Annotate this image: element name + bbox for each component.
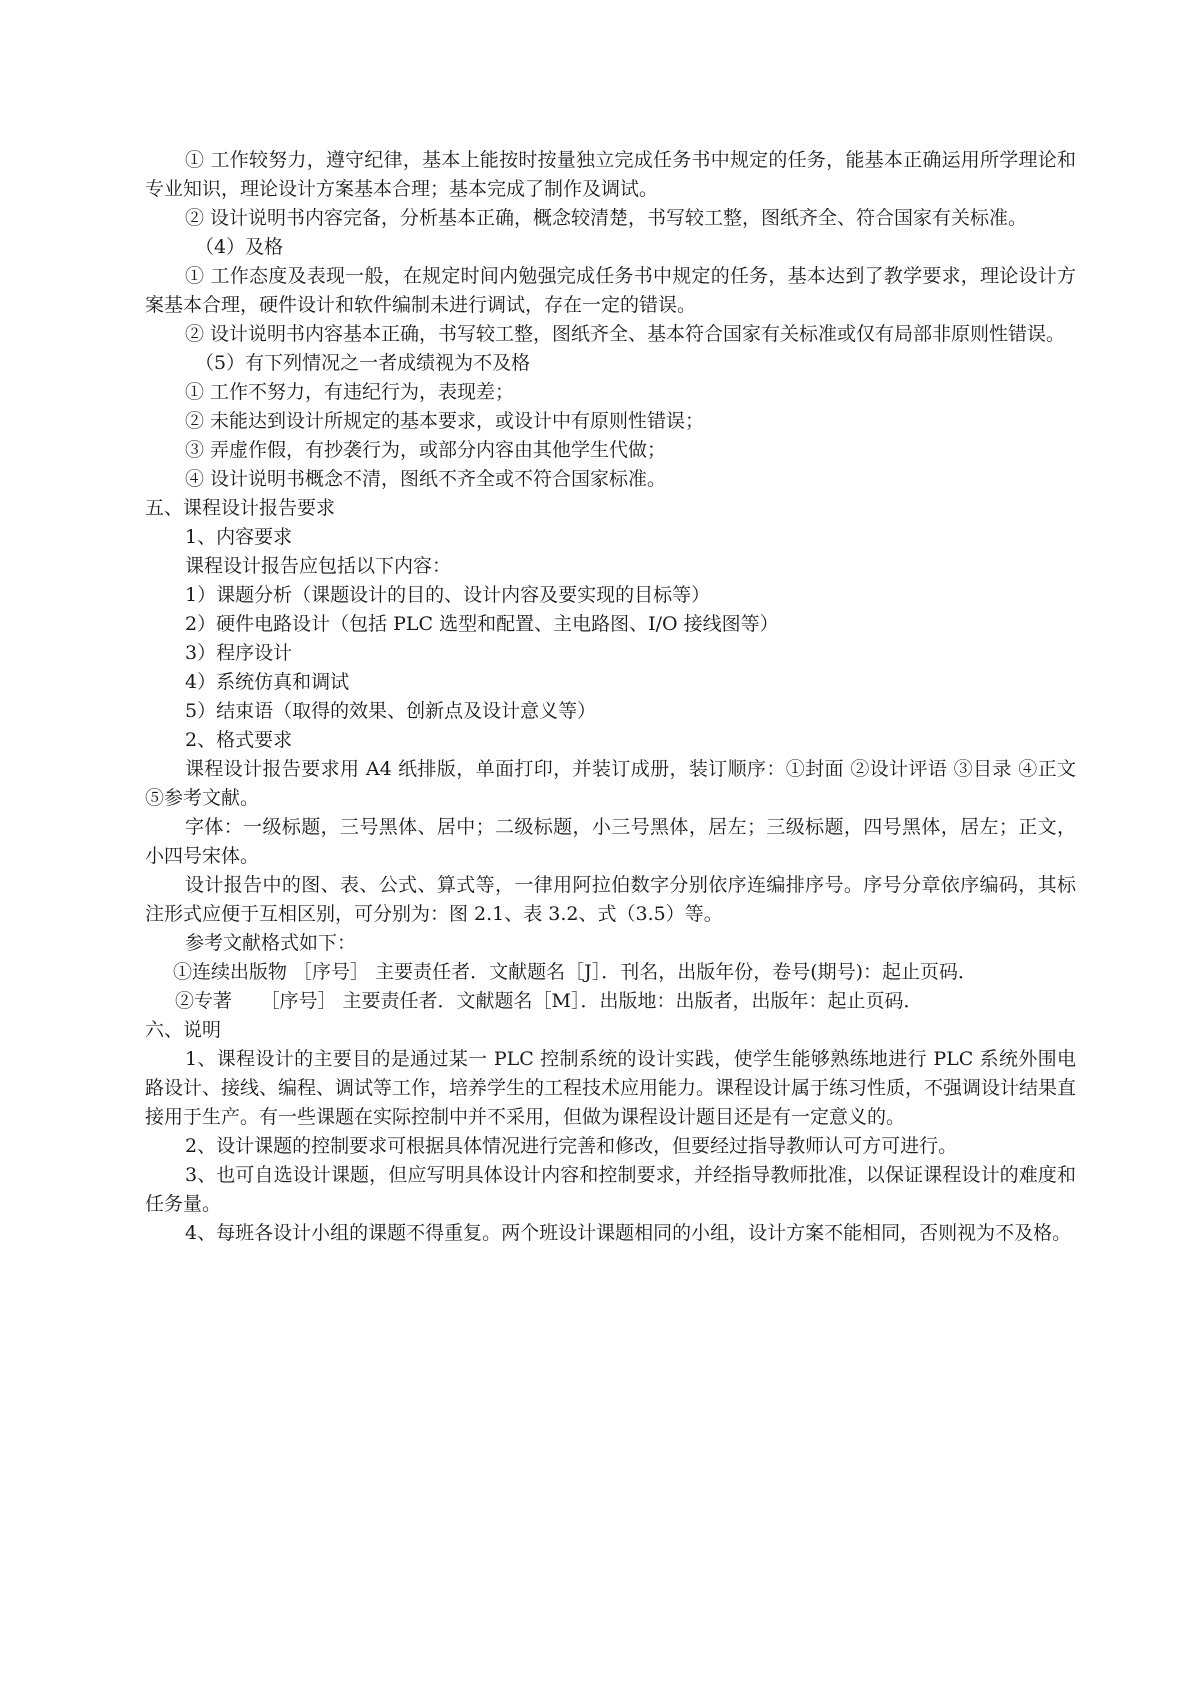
section-heading: 五、课程设计报告要求 — [145, 497, 336, 519]
list-item: ③ 弄虚作假，有抄袭行为，或部分内容由其他学生代做； — [185, 439, 667, 461]
list-item: 3）程序设计 — [185, 642, 293, 664]
section-heading: 六、说明 — [145, 1019, 222, 1041]
reference-format: ②专著 ［序号］ 主要责任者．文献题名［M］．出版地：出版者，出版年：起止页码． — [175, 990, 923, 1012]
list-item: 1）课题分析（课题设计的目的、设计内容及要实现的目标等） — [185, 584, 711, 606]
list-item: 2）硬件电路设计（包括 PLC 选型和配置、主电路图、I/O 接线图等） — [185, 613, 779, 635]
paragraph: 课程设计报告要求用 A4 纸排版，单面打印，并装订成册，装订顺序：①封面 ②设计评语 ③目录 ④正文 ⑤参考文献。 — [145, 758, 1083, 809]
paragraph: 课程设计报告应包括以下内容： — [185, 555, 452, 577]
subsection-heading: 2、格式要求 — [185, 729, 293, 751]
paragraph: ② 设计说明书内容完备，分析基本正确，概念较清楚，书写较工整，图纸齐全、符合国家有关标准。 — [185, 207, 1028, 229]
paragraph: ① 工作态度及表现一般，在规定时间内勉强完成任务书中规定的任务，基本达到了教学要求，理论设计方案基本合理，硬件设计和软件编制未进行调试，存在一定的错误。 — [145, 265, 1076, 316]
list-item: ① 工作不努力，有违纪行为，表现差； — [185, 381, 515, 403]
reference-format: ①连续出版物 ［序号］ 主要责任者．文献题名［J］．刊名，出版年份，卷号(期号)：起止页码． — [173, 961, 978, 983]
paragraph: 字体：一级标题，三号黑体、居中；二级标题，小三号黑体，居左；三级标题，四号黑体，居左；正文，小四号宋体。 — [145, 816, 1076, 867]
paragraph: 4、每班各设计小组的课题不得重复。两个班设计课题相同的小组，设计方案不能相同，否则视为不及格。 — [185, 1222, 1072, 1244]
list-item: 4）系统仿真和调试 — [185, 671, 350, 693]
paragraph: ② 设计说明书内容基本正确，书写较工整，图纸齐全、基本符合国家有关标准或仅有局部非原则性错误。 — [185, 323, 1066, 345]
subsection-heading: （4）及格 — [195, 236, 284, 258]
paragraph: 1、课程设计的主要目的是通过某一 PLC 控制系统的设计实践，使学生能够熟练地进行 PLC 系统外围电路设计、接线、编程、调试等工作，培养学生的工程技术应用能力。课程设计属于练习性质，不强调设计结果直接用于生产。有一些课题在实际控制中并不采用，但做为课程设计题目还是有一定意义的。 — [145, 1048, 1077, 1128]
paragraph: 设计报告中的图、表、公式、算式等，一律用阿拉伯数字分别依序连编排序号。序号分章依序编码，其标注形式应便于互相区别，可分别为：图 2.1、表 3.2、式（3.5）等。 — [145, 874, 1076, 925]
paragraph: 3、也可自选设计课题，但应写明具体设计内容和控制要求，并经指导教师批准，以保证课程设计的难度和任务量。 — [145, 1164, 1076, 1215]
subsection-heading: 1、内容要求 — [185, 526, 293, 548]
paragraph: ① 工作较努力，遵守纪律，基本上能按时按量独立完成任务书中规定的任务，能基本正确运用所学理论和专业知识，理论设计方案基本合理；基本完成了制作及调试。 — [145, 149, 1076, 200]
list-item: ② 未能达到设计所规定的基本要求，或设计中有原则性错误； — [185, 410, 705, 432]
subsection-heading: （5）有下列情况之一者成绩视为不及格 — [195, 352, 531, 374]
paragraph: 2、设计课题的控制要求可根据具体情况进行完善和修改，但要经过指导教师认可方可进行。 — [185, 1135, 958, 1157]
list-item: ④ 设计说明书概念不清，图纸不齐全或不符合国家标准。 — [185, 468, 667, 490]
list-item: 5）结束语（取得的效果、创新点及设计意义等） — [185, 700, 597, 722]
paragraph: 参考文献格式如下： — [185, 932, 357, 954]
